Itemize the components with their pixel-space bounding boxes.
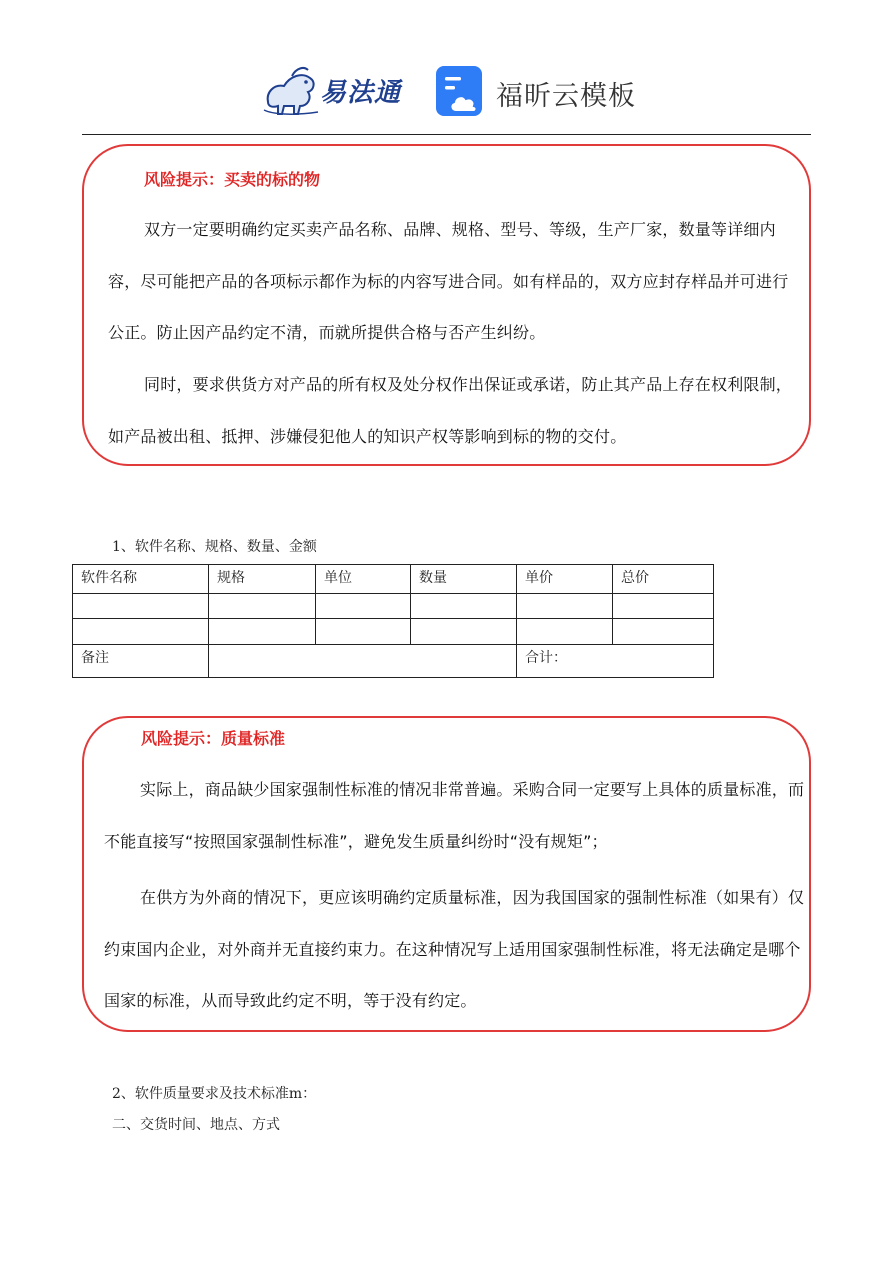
yifatong-logo-text: 易法通 bbox=[320, 78, 402, 108]
table-row bbox=[73, 594, 714, 619]
table-cell[interactable] bbox=[517, 619, 613, 645]
table-cell[interactable] bbox=[613, 594, 714, 619]
table-row bbox=[73, 619, 714, 645]
table-header-row bbox=[73, 565, 714, 594]
section-heading: 二、交货时间、地点、方式 bbox=[112, 1117, 280, 1133]
total-label: 合计： bbox=[525, 650, 567, 666]
risk-box-subject-matter bbox=[82, 144, 811, 466]
section-heading: 1、软件名称、规格、数量、金额 bbox=[112, 539, 317, 555]
header-cell: 单位 bbox=[316, 565, 411, 594]
risk-paragraph: 同时，要求供货方对产品的所有权及处分权作出保证或承诺，防止其产品上存在权利限制，如产品被出租、抵押、涉嫌侵犯他人的知识产权等影响到标的物的交付。 bbox=[108, 375, 793, 446]
cloud-document-icon bbox=[436, 66, 486, 118]
risk-title: 风险提示：质量标准 bbox=[141, 729, 286, 748]
header-cell: 数量 bbox=[411, 565, 517, 594]
fuxin-logo-text: 福昕云模板 bbox=[496, 81, 636, 112]
page-header bbox=[0, 0, 893, 136]
table-cell[interactable] bbox=[517, 594, 613, 619]
qilin-icon bbox=[262, 62, 322, 118]
yifatong-logo bbox=[262, 62, 412, 118]
total-cell[interactable] bbox=[517, 645, 714, 678]
table-cell[interactable] bbox=[209, 594, 316, 619]
header-cell: 规格 bbox=[209, 565, 316, 594]
software-table bbox=[72, 564, 714, 678]
table-cell[interactable] bbox=[613, 619, 714, 645]
risk-box-quality-standard bbox=[82, 716, 811, 1032]
remark-label: 备注 bbox=[73, 645, 209, 678]
header-cell: 总价 bbox=[613, 565, 714, 594]
table-cell[interactable] bbox=[411, 619, 517, 645]
table-cell[interactable] bbox=[316, 594, 411, 619]
header-cell: 软件名称 bbox=[73, 565, 209, 594]
risk-paragraph: 实际上，商品缺少国家强制性标准的情况非常普遍。采购合同一定要写上具体的质量标准，而不能直接写“按照国家强制性标准”，避免发生质量纠纷时“没有规矩”； bbox=[104, 780, 805, 851]
header-cell: 单价 bbox=[517, 565, 613, 594]
table-cell[interactable] bbox=[209, 619, 316, 645]
table-cell[interactable] bbox=[73, 619, 209, 645]
risk-paragraph: 在供方为外商的情况下，更应该明确约定质量标准，因为我国国家的强制性标准（如果有）仅约束国内企业，对外商并无直接约束力。在这种情况写上适用国家强制性标准，将无法确定是哪个国家的标准，从而导致此约定不明，等于没有约定。 bbox=[104, 888, 805, 1010]
remark-value[interactable] bbox=[209, 645, 517, 678]
table-summary-row bbox=[73, 645, 714, 678]
table-cell[interactable] bbox=[411, 594, 517, 619]
table-cell[interactable] bbox=[73, 594, 209, 619]
table-cell[interactable] bbox=[316, 619, 411, 645]
section-heading: 2、软件质量要求及技术标准m： bbox=[112, 1086, 317, 1102]
risk-paragraph: 双方一定要明确约定买卖产品名称、品牌、规格、型号、等级，生产厂家，数量等详细内容，尽可能把产品的各项标示都作为标的内容写进合同。如有样品的，双方应封存样品并可进行公正。防止因产品约定不清，而就所提供合格与否产生纠纷。 bbox=[108, 220, 789, 342]
header-divider bbox=[82, 134, 811, 135]
risk-title: 风险提示：买卖的标的物 bbox=[144, 170, 321, 189]
